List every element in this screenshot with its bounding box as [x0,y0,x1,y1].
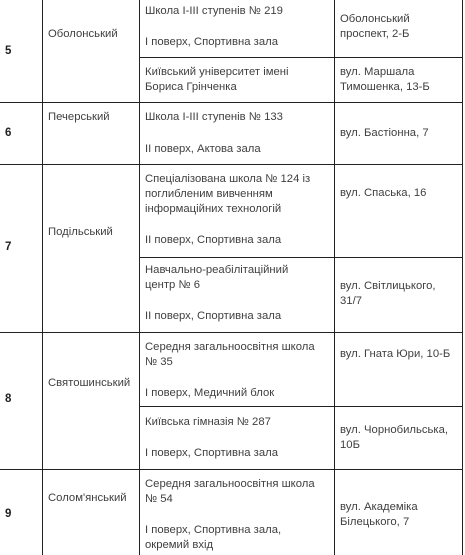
institution-name: центр № 6 [145,279,201,291]
address: вул. Академіка [340,501,418,513]
institution-name: поглибленим вивченням [145,188,273,200]
row-number: 9 [5,508,12,520]
location-detail: І поверх, Спортивна зала [145,447,278,459]
location-detail: І поверх, Спортивна зала [145,36,278,48]
address: вул. Бастіонна, 7 [340,127,429,139]
address: 10Б [340,439,360,451]
location-detail: ІІ поверх, Актова зала [145,143,261,155]
row-divider [0,332,463,333]
location-detail: ІІ поверх, Спортивна зала [145,310,282,322]
institution-name: Київська гімназія № 287 [145,416,271,428]
row-number: 5 [5,45,12,57]
location-detail: окремий вхід [145,539,214,551]
row-number: 8 [5,393,12,405]
address: вул. Гната Юри, 10-Б [340,348,451,360]
row-divider [0,164,463,165]
subrow-divider [139,57,463,58]
row-divider [0,102,463,103]
address: Оболонський [340,13,410,25]
institution-name: інформаційних технологій [145,203,282,215]
institution-name: Київський університет імені [145,66,289,78]
district-name: Подільський [48,226,113,238]
institution-name: Школа І-ІІІ ступенів № 133 [145,111,283,123]
address: вул. Чорнобильська, [340,424,449,436]
location-detail: І поверх, Медичний блок [145,387,275,399]
district-name: Печерський [48,111,110,123]
row-number: 7 [5,241,12,253]
address: проспект, 2-Б [340,28,410,40]
institution-name: Навчально-реабілітаційний [145,264,289,276]
address: 31/7 [340,295,362,307]
subrow-divider [139,257,463,258]
location-detail: І поверх, Спортивна зала, [145,524,282,536]
table-border [42,0,43,555]
location-detail: ІІ поверх, Спортивна зала [145,234,282,246]
row-number: 6 [5,127,12,139]
address: Тимошенка, 13-Б [340,81,430,93]
table-border [334,0,335,555]
district-name: Святошинський [48,377,131,389]
institution-name: № 54 [145,493,173,505]
institution-name: Середня загальноосвітня школа [145,478,315,490]
address: вул. Світлицького, [340,280,436,292]
table-border [139,0,140,555]
institution-name: Школа І-ІІІ ступенів № 219 [145,5,283,17]
row-divider [0,469,463,470]
table-border [462,0,463,555]
address: Білецького, 7 [340,516,410,528]
address: вул. Спаська, 16 [340,187,427,199]
district-name: Солом'янський [48,492,127,504]
institution-name: № 35 [145,356,173,368]
subrow-divider [139,406,463,407]
institution-name: Спеціалізована школа № 124 із [145,173,311,185]
address: вул. Маршала [340,66,415,78]
institution-name: Бориса Грінченка [145,81,237,93]
institution-name: Середня загальноосвітня школа [145,341,315,353]
district-name: Оболонський [48,28,118,40]
